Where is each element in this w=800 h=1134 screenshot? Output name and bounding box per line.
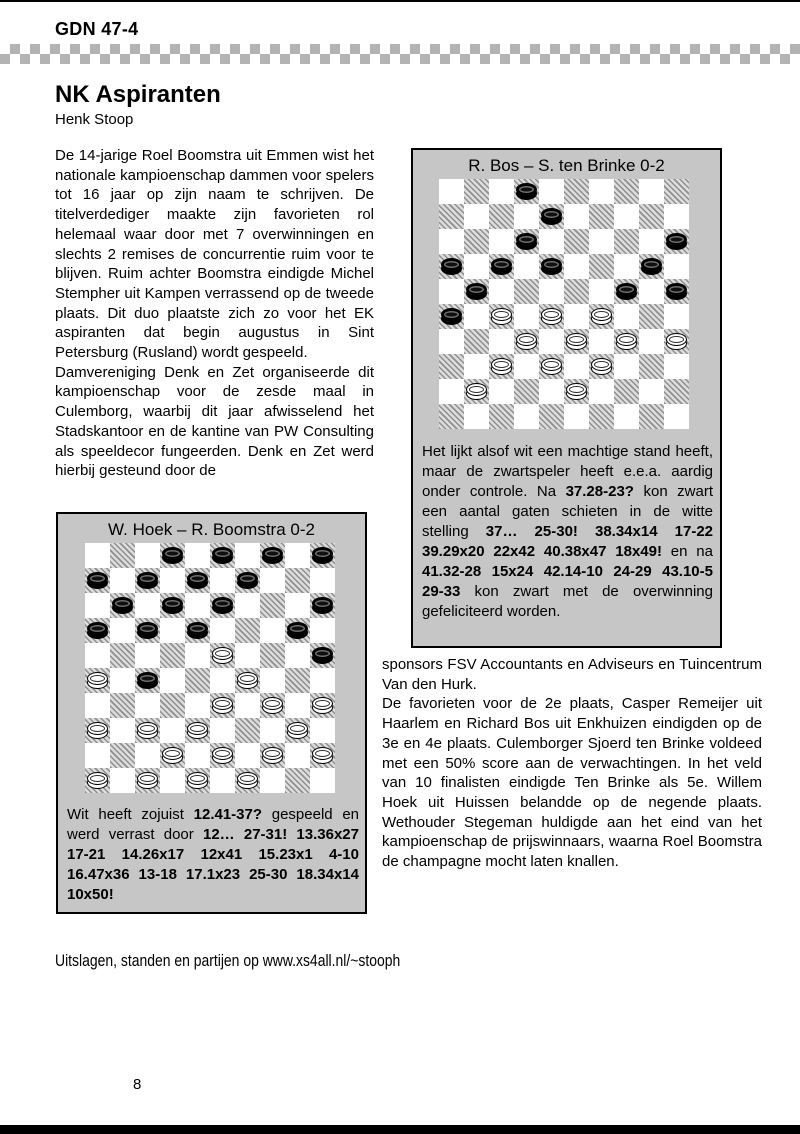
white-piece: [312, 747, 333, 764]
board-square: [185, 693, 210, 718]
board-square: [439, 204, 464, 229]
board-square: [489, 204, 514, 229]
board-square: [489, 379, 514, 404]
paragraph: De favorieten voor de 2e plaats, Casper Remeijer uit Haarlem en Richard Bos uit Enkhuizen eindigden op de 3e en 4e plaats. Culemborger Sjoerd ten Brinke voldeed met een 50% score aan de verwachtingen. In het veld van 10 finalisten eindigde Ten Brinke als 5e. Willem Hoek uit Huissen belandde op de negende plaats. Wethouder Stegeman huldigde aan het eind van het kampioenschap de prijswinnaars, waarna Roel Boomstra de champagne mocht laten knallen.: [382, 695, 762, 871]
board-square: [135, 693, 160, 718]
board-square: [564, 229, 589, 254]
board-square: [185, 743, 210, 768]
black-piece: [212, 547, 233, 564]
board-square: [439, 404, 464, 429]
board-square: [210, 718, 235, 743]
white-piece: [212, 747, 233, 764]
white-piece: [87, 722, 108, 739]
white-piece: [162, 747, 183, 764]
board-square: [160, 618, 185, 643]
diagram-caption: [67, 805, 359, 905]
black-piece: [312, 597, 333, 614]
black-piece: [516, 183, 537, 200]
board-square: [614, 404, 639, 429]
paragraph: Damvereniging Denk en Zet organiseerde dit kampioenschap voor de zesde maal in Culemborg, waarbij dit jaar afwisselend het Stadskantoor en de kantine van PW Consulting als speeldecor fungeerden. Denk en Zet werd hierbij gesteund door de: [55, 363, 374, 480]
black-piece: [187, 572, 208, 589]
white-piece: [287, 722, 308, 739]
board-square: [664, 354, 689, 379]
journal-header: GDN 47-4: [55, 19, 139, 39]
black-piece: [541, 208, 562, 225]
black-piece: [441, 258, 462, 275]
black-piece: [187, 622, 208, 639]
board-square: [589, 254, 614, 279]
board-square: [439, 229, 464, 254]
white-piece: [262, 697, 283, 714]
board-square: [285, 568, 310, 593]
diagram-caption: [422, 442, 713, 622]
black-piece: [312, 547, 333, 564]
white-piece: [591, 308, 612, 325]
board-square: [439, 379, 464, 404]
board-square: [439, 279, 464, 304]
white-piece: [137, 722, 158, 739]
board-square: [285, 693, 310, 718]
board-square: [260, 568, 285, 593]
board-square: [160, 568, 185, 593]
black-piece: [237, 572, 258, 589]
board-square: [539, 179, 564, 204]
board-square: [564, 404, 589, 429]
board-square: [539, 279, 564, 304]
board-square: [285, 593, 310, 618]
white-piece: [541, 308, 562, 325]
board-square: [639, 229, 664, 254]
white-piece: [616, 333, 637, 350]
board-square: [85, 643, 110, 668]
board-square: [564, 179, 589, 204]
board-square: [514, 254, 539, 279]
board-square: [539, 379, 564, 404]
board-square: [285, 668, 310, 693]
board-square: [464, 304, 489, 329]
board-square: [135, 593, 160, 618]
board-square: [185, 668, 210, 693]
board-square: [235, 643, 260, 668]
white-piece: [466, 383, 487, 400]
board-square: [564, 304, 589, 329]
caption-text: Wit heeft zojuist: [67, 806, 194, 823]
black-piece: [137, 572, 158, 589]
board-square: [160, 693, 185, 718]
white-piece: [237, 672, 258, 689]
board-square: [539, 404, 564, 429]
board-square: [489, 329, 514, 354]
black-piece: [137, 672, 158, 689]
board-square: [664, 379, 689, 404]
white-piece: [212, 647, 233, 664]
black-piece: [312, 647, 333, 664]
white-piece: [237, 772, 258, 789]
board-square: [85, 743, 110, 768]
board-square: [464, 404, 489, 429]
board-square: [260, 593, 285, 618]
board-square: [464, 354, 489, 379]
board-square: [85, 593, 110, 618]
black-piece: [87, 622, 108, 639]
board-square: [664, 204, 689, 229]
board-square: [589, 379, 614, 404]
diagram-title: R. Bos – S. ten Brinke 0-2: [468, 156, 665, 175]
black-piece: [441, 308, 462, 325]
board-square: [489, 179, 514, 204]
board-square: [260, 718, 285, 743]
board-square: [664, 404, 689, 429]
board-square: [285, 768, 310, 793]
caption-text: Het lijkt alsof wit een machtige stand heeft, maar de zwartspeler heeft e.e.a. aardig onder controle. Na: [422, 443, 713, 500]
caption-text: en na: [661, 543, 713, 560]
black-piece: [162, 547, 183, 564]
board-square: [614, 354, 639, 379]
board-square: [160, 643, 185, 668]
move-notation: 41.32-28 15x24 42.14-10 24-29 43.10-5 29-33: [422, 563, 713, 600]
intro-text: [55, 146, 374, 481]
board-square: [310, 618, 335, 643]
board-square: [310, 718, 335, 743]
white-piece: [137, 772, 158, 789]
board-square: [664, 304, 689, 329]
caption-text: gespeeld en werd verrast door: [67, 806, 359, 843]
black-piece: [491, 258, 512, 275]
board-square: [135, 743, 160, 768]
board-square: [135, 543, 160, 568]
board-square: [285, 643, 310, 668]
board-square: [310, 768, 335, 793]
board-square: [110, 693, 135, 718]
board-square: [614, 379, 639, 404]
checkered-band: [0, 44, 800, 64]
white-piece: [187, 722, 208, 739]
board-square: [235, 618, 260, 643]
board-square: [539, 329, 564, 354]
board-square: [185, 543, 210, 568]
black-piece: [87, 572, 108, 589]
board-square: [135, 643, 160, 668]
board-square: [285, 743, 310, 768]
board-square: [260, 668, 285, 693]
white-piece: [212, 697, 233, 714]
author-name: Henk Stoop: [55, 111, 134, 128]
board-square: [160, 668, 185, 693]
article-title: NK Aspiranten: [55, 81, 221, 108]
black-piece: [137, 622, 158, 639]
board-square: [210, 568, 235, 593]
board-square: [185, 643, 210, 668]
board-square: [614, 304, 639, 329]
board-square: [110, 543, 135, 568]
board-square: [110, 743, 135, 768]
draughts-board: [439, 179, 689, 429]
board-square: [439, 354, 464, 379]
board-square: [514, 279, 539, 304]
white-piece: [566, 383, 587, 400]
board-square: [589, 329, 614, 354]
board-square: [589, 404, 614, 429]
board-square: [310, 568, 335, 593]
board-square: [285, 543, 310, 568]
board-square: [235, 718, 260, 743]
white-piece: [87, 672, 108, 689]
board-square: [664, 179, 689, 204]
black-piece: [666, 233, 687, 250]
board-square: [110, 668, 135, 693]
board-square: [464, 329, 489, 354]
board-square: [110, 643, 135, 668]
board-square: [110, 618, 135, 643]
board-square: [260, 643, 285, 668]
board-square: [614, 179, 639, 204]
board-square: [639, 304, 664, 329]
black-piece: [212, 597, 233, 614]
board-square: [160, 718, 185, 743]
board-square: [664, 254, 689, 279]
board-square: [464, 204, 489, 229]
board-square: [235, 593, 260, 618]
board-square: [260, 618, 285, 643]
board-square: [589, 229, 614, 254]
results-url-line: Uitslagen, standen en partijen op www.xs4all.nl/~stooph: [55, 951, 401, 970]
board-square: [235, 743, 260, 768]
black-piece: [262, 547, 283, 564]
board-square: [639, 279, 664, 304]
black-piece: [287, 622, 308, 639]
board-square: [564, 204, 589, 229]
white-piece: [666, 333, 687, 350]
draughts-board: [85, 543, 335, 793]
board-square: [439, 179, 464, 204]
paragraph: De 14-jarige Roel Boomstra uit Emmen wist het nationale kampioenschap dammen voor spelers tot 16 jaar op zijn naam te schrijven. De titelverdediger maakte zijn favorieten rol helemaal waar door met 7 overwinningen en slechts 2 remises de concurrentie ruim voor te blijven. Ruim achter Boomstra eindigde Michel Stempher uit Kampen verrassend op de tweede plaats. Dit duo plaatste zich zo voor het EK aspiranten dat begin augustus in Sint Petersburg (Rusland) wordt gespeeld.: [55, 147, 374, 362]
top-rule: [0, 0, 800, 2]
board-square: [639, 379, 664, 404]
board-square: [639, 329, 664, 354]
black-piece: [516, 233, 537, 250]
white-piece: [187, 772, 208, 789]
diagram-title: W. Hoek – R. Boomstra 0-2: [108, 520, 315, 539]
board-square: [514, 304, 539, 329]
board-square: [110, 568, 135, 593]
board-square: [160, 768, 185, 793]
board-square: [514, 354, 539, 379]
board-square: [489, 279, 514, 304]
black-piece: [616, 283, 637, 300]
diagram-box-bos-brinke: [411, 148, 722, 648]
move-notation: 12.41-37?: [193, 806, 263, 823]
board-square: [110, 768, 135, 793]
board-square: [210, 768, 235, 793]
board-square: [110, 718, 135, 743]
board-square: [589, 179, 614, 204]
caption-text: kon zwart met de overwinning gefeliciteerd worden.: [422, 583, 713, 620]
black-piece: [541, 258, 562, 275]
move-notation: 12… 27-31! 13.36x27 17-21 14.26x17 12x41 15.23x1 4-10 16.47x36 13-18 17.1x23 25-30 18.34x14 10x50!: [67, 826, 359, 903]
board-square: [185, 593, 210, 618]
board-square: [464, 179, 489, 204]
white-piece: [491, 358, 512, 375]
board-square: [564, 279, 589, 304]
bottom-bar: [0, 1125, 800, 1134]
board-square: [564, 354, 589, 379]
move-notation: 37… 25-30! 38.34x14 17-22 39.29x20 22x42 40.38x47 18x49!: [422, 523, 713, 560]
board-square: [614, 254, 639, 279]
paragraph: sponsors FSV Accountants en Adviseurs en Tuincentrum Van den Hurk.: [382, 656, 762, 693]
board-square: [85, 693, 110, 718]
black-piece: [666, 283, 687, 300]
board-square: [539, 229, 564, 254]
caption-text: kon zwart een aantal gaten schieten in de witte stelling: [422, 483, 713, 540]
board-square: [589, 204, 614, 229]
board-square: [514, 204, 539, 229]
board-square: [210, 618, 235, 643]
white-piece: [516, 333, 537, 350]
board-square: [464, 254, 489, 279]
board-square: [639, 404, 664, 429]
white-piece: [541, 358, 562, 375]
right-column-text: [382, 655, 762, 872]
board-square: [489, 229, 514, 254]
board-square: [235, 693, 260, 718]
board-square: [589, 279, 614, 304]
board-square: [235, 543, 260, 568]
board-square: [614, 229, 639, 254]
white-piece: [491, 308, 512, 325]
page-number: 8: [133, 1076, 142, 1093]
board-square: [639, 204, 664, 229]
board-square: [489, 404, 514, 429]
white-piece: [87, 772, 108, 789]
board-square: [614, 204, 639, 229]
board-square: [85, 543, 110, 568]
white-piece: [591, 358, 612, 375]
board-square: [639, 354, 664, 379]
board-square: [210, 668, 235, 693]
black-piece: [162, 597, 183, 614]
white-piece: [312, 697, 333, 714]
black-piece: [112, 597, 133, 614]
board-square: [439, 329, 464, 354]
black-piece: [641, 258, 662, 275]
white-piece: [566, 333, 587, 350]
black-piece: [466, 283, 487, 300]
board-square: [260, 768, 285, 793]
board-square: [464, 229, 489, 254]
move-notation: 37.28-23?: [565, 483, 634, 500]
board-square: [514, 379, 539, 404]
board-square: [310, 668, 335, 693]
board-square: [564, 254, 589, 279]
board-square: [514, 404, 539, 429]
white-piece: [262, 747, 283, 764]
board-square: [639, 179, 664, 204]
diagram-box-hoek-boomstra: [56, 512, 367, 914]
